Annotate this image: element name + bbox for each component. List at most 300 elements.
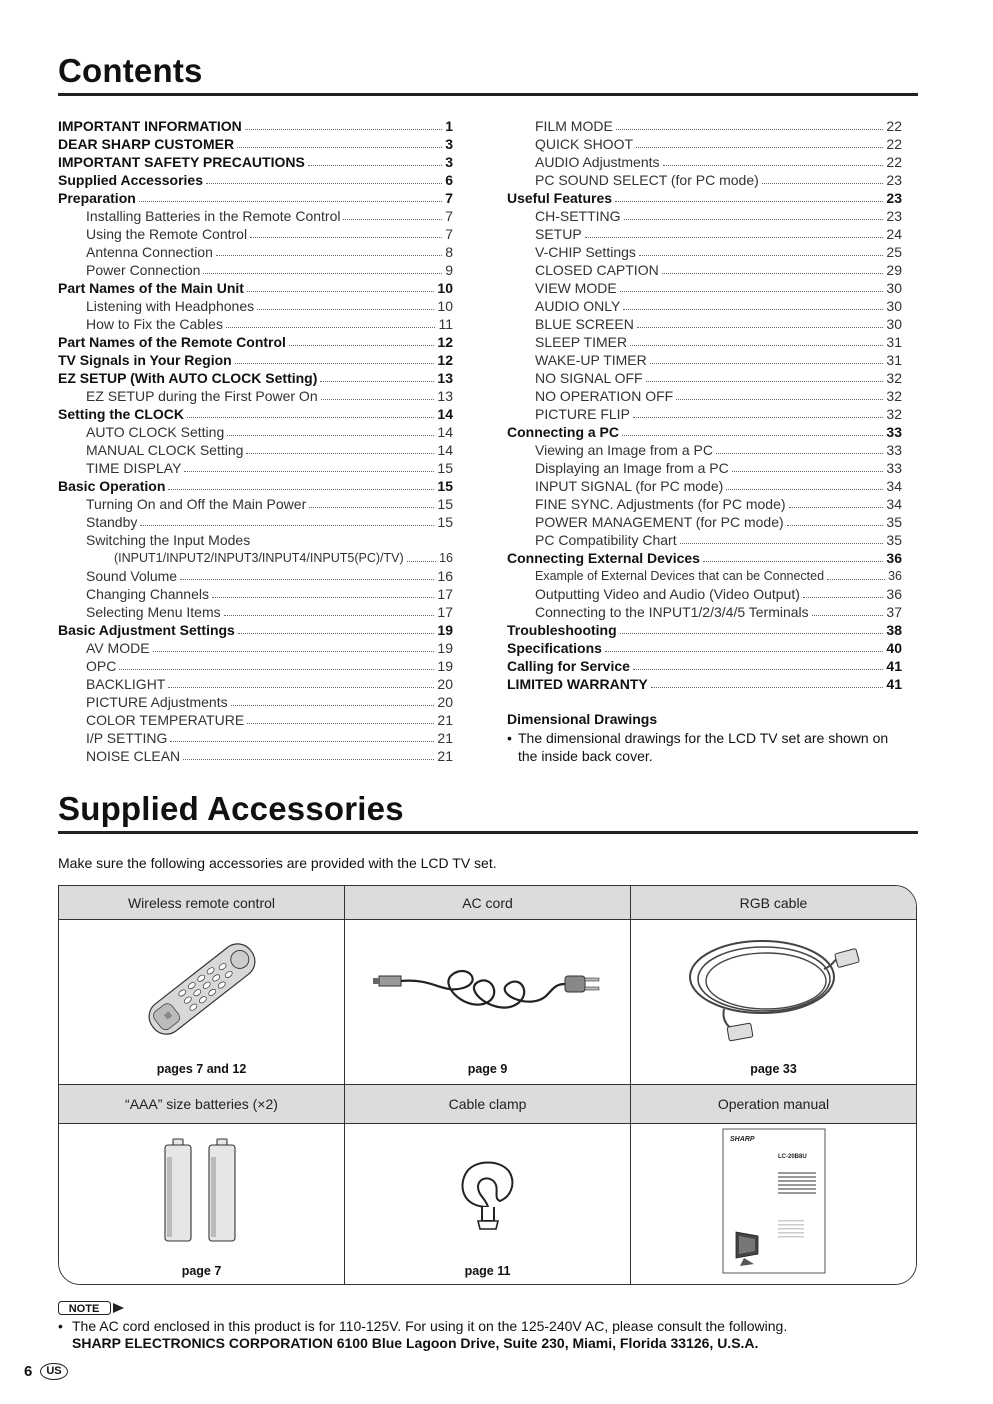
toc-entry [507, 495, 902, 513]
toc-entry-page: 7 [445, 226, 453, 242]
toc-entry-label: Using the Remote Control [86, 226, 248, 242]
toc-entry-label: SETUP [535, 226, 582, 242]
accessories-heading: Supplied Accessories [58, 790, 404, 827]
toc-entry-label: QUICK SHOOT [535, 136, 634, 152]
toc-leader-dots [827, 579, 885, 580]
toc-leader-dots [247, 723, 434, 724]
toc-leader-dots [184, 471, 434, 472]
contents-heading: Contents [58, 52, 203, 89]
toc-entry-label: Example of External Devices that can be Connected [535, 569, 825, 583]
toc-leader-dots [180, 579, 434, 580]
page-footer [24, 1363, 68, 1380]
toc-entry-page: 13 [437, 370, 453, 386]
toc-leader-dots [257, 309, 434, 310]
region-badge: US [40, 1363, 67, 1380]
toc-entry-page: 15 [437, 478, 453, 494]
toc-entry-label: Troubleshooting [507, 622, 617, 638]
toc-leader-dots [250, 237, 442, 238]
toc-entry [58, 711, 453, 729]
toc-leader-dots [245, 129, 442, 130]
toc-leader-dots [651, 687, 884, 688]
cell-operation-manual [631, 1124, 916, 1285]
toc-leader-dots [633, 417, 884, 418]
toc-entry-page: 30 [886, 316, 902, 332]
manual-brand: SHARP [729, 1136, 755, 1143]
table-row [59, 920, 916, 1084]
toc-entry [58, 189, 453, 207]
cell-batteries [59, 1124, 345, 1285]
toc-leader-dots [676, 399, 883, 400]
toc-entry [58, 693, 453, 711]
toc-entry-label: Basic Operation [58, 478, 166, 494]
toc-entry-label: SLEEP TIMER [535, 334, 628, 350]
toc-entry [507, 297, 902, 315]
toc-entry-page: 23 [886, 208, 902, 224]
toc-leader-dots [168, 489, 434, 490]
toc-entry [507, 243, 902, 261]
toc-entry-label: NO SIGNAL OFF [535, 370, 643, 386]
toc-leader-dots [646, 381, 884, 382]
toc-entry-page: 15 [437, 496, 453, 512]
dimensional-drawings-text [507, 729, 927, 765]
toc-leader-dots [153, 651, 435, 652]
toc-entry-label: IMPORTANT SAFETY PRECAUTIONS [58, 154, 305, 170]
toc-entry-page: 21 [437, 712, 453, 728]
toc-entry [507, 351, 902, 369]
toc-leader-dots [703, 561, 883, 562]
cell-rgb-cable [631, 920, 916, 1084]
toc-entry-label: Connecting a PC [507, 424, 620, 440]
toc-leader-dots [289, 345, 434, 346]
header-remote-control: Wireless remote control [59, 886, 345, 919]
toc-entry-page: 3 [445, 154, 453, 170]
toc-entry-page: 7 [445, 208, 453, 224]
toc-entry-label: V-CHIP Settings [535, 244, 636, 260]
toc-leader-dots [616, 129, 884, 130]
toc-entry-page: 17 [437, 586, 453, 602]
toc-entry-label: Supplied Accessories [58, 172, 203, 188]
toc-leader-dots [237, 147, 442, 148]
page-ref-batteries: page 7 [181, 1264, 222, 1278]
cell-ac-cord [345, 920, 631, 1084]
toc-entry [507, 117, 902, 135]
toc-entry-label: FILM MODE [535, 118, 613, 134]
toc-entry-label: Preparation [58, 190, 136, 206]
toc-leader-dots [183, 759, 434, 760]
toc-entry [507, 549, 902, 567]
toc-leader-dots [212, 597, 434, 598]
toc-entry [58, 729, 453, 747]
toc-entry-page: 40 [886, 640, 902, 656]
toc-entry [58, 387, 453, 405]
toc-entry-page: 20 [437, 694, 453, 710]
toc-entry-label: Calling for Service [507, 658, 630, 674]
toc-entry [507, 171, 902, 189]
toc-entry [58, 153, 453, 171]
toc-entry-page: 16 [439, 551, 453, 565]
toc-leader-dots [663, 165, 884, 166]
toc-entry-page: 15 [437, 460, 453, 476]
toc-entry-label: AUDIO Adjustments [535, 154, 660, 170]
toc-entry-page: 25 [886, 244, 902, 260]
toc-entry [507, 153, 902, 171]
accessories-table [58, 885, 917, 1285]
toc-entry [58, 117, 453, 135]
toc-entry-label: BLUE SCREEN [535, 316, 634, 332]
toc-entry [58, 585, 453, 603]
toc-entry-label: Changing Channels [86, 586, 209, 602]
toc-entry [507, 423, 902, 441]
toc-entry-page: 8 [445, 244, 453, 260]
toc-entry-page: 33 [886, 424, 902, 440]
toc-entry [507, 135, 902, 153]
toc-entry [58, 513, 453, 531]
toc-entry-label: IMPORTANT INFORMATION [58, 118, 242, 134]
table-header-row [59, 1085, 916, 1123]
toc-leader-dots [762, 183, 884, 184]
dimensional-line-2: the inside back cover. [518, 748, 653, 764]
toc-entry [58, 369, 453, 387]
toc-entry-label: EZ SETUP during the First Power On [86, 388, 318, 404]
toc-entry-label: EZ SETUP (With AUTO CLOCK Setting) [58, 370, 318, 386]
toc-entry-label: DEAR SHARP CUSTOMER [58, 136, 235, 152]
toc-entry-label: PICTURE FLIP [535, 406, 630, 422]
toc-entry-label: AV MODE [86, 640, 150, 656]
toc-leader-dots [203, 273, 442, 274]
toc-entry-page: 32 [886, 388, 902, 404]
toc-entry-page: 21 [437, 730, 453, 746]
toc-entry [507, 261, 902, 279]
toc-leader-dots [246, 453, 434, 454]
toc-leader-dots [789, 507, 884, 508]
toc-entry [58, 657, 453, 675]
toc-entry-page: 19 [437, 658, 453, 674]
toc-entry-page: 41 [886, 676, 902, 692]
cell-remote-control [59, 920, 345, 1084]
toc-entry-page: 24 [886, 226, 902, 242]
toc-leader-dots [170, 741, 434, 742]
toc-entry [507, 585, 902, 603]
toc-entry-label: TV Signals in Your Region [58, 352, 232, 368]
toc-entry [507, 477, 902, 495]
toc-entry-label: PC Compatibility Chart [535, 532, 677, 548]
toc-entry [507, 513, 902, 531]
toc-entry-page: 20 [437, 676, 453, 692]
toc-leader-dots [624, 219, 884, 220]
toc-entry-page: 36 [886, 586, 902, 602]
toc-entry [507, 333, 902, 351]
toc-entry-page: 33 [886, 460, 902, 476]
toc-leader-dots [140, 525, 434, 526]
toc-entry-label: CH-SETTING [535, 208, 621, 224]
toc-entry-label: INPUT SIGNAL (for PC mode) [535, 478, 724, 494]
toc-entry-label: Part Names of the Remote Control [58, 334, 286, 350]
toc-entry [58, 747, 453, 765]
contents-rule [58, 93, 918, 96]
toc-leader-dots [623, 309, 883, 310]
toc-entry-label: (INPUT1/INPUT2/INPUT3/INPUT4/INPUT5(PC)/TV) [114, 551, 404, 565]
page-ref-ac-cord: page 9 [467, 1062, 508, 1076]
toc-leader-dots [636, 147, 883, 148]
toc-entry [58, 531, 453, 549]
table-row [59, 1124, 916, 1285]
toc-leader-dots [187, 417, 434, 418]
toc-leader-dots [224, 615, 435, 616]
toc-entry-page: 3 [445, 136, 453, 152]
toc-entry-label: Viewing an Image from a PC [535, 442, 713, 458]
toc-entry [507, 189, 902, 207]
toc-entry [58, 441, 453, 459]
toc-entry [58, 423, 453, 441]
toc-entry-page: 30 [886, 280, 902, 296]
toc-entry-page: 15 [437, 514, 453, 530]
page-ref-rgb-cable: page 33 [750, 1062, 797, 1076]
toc-leader-dots [321, 399, 435, 400]
page-ref-remote: pages 7 and 12 [156, 1062, 247, 1076]
toc-entry-page: 34 [886, 478, 902, 494]
toc-entry [58, 333, 453, 351]
toc-entry-page: 10 [437, 280, 453, 296]
toc-leader-dots [732, 471, 884, 472]
toc-entry-label: AUDIO ONLY [535, 298, 621, 314]
toc-entry [58, 297, 453, 315]
note-line-1: The AC cord enclosed in this product is for 110-125V. For using it on the 125-240V AC, please consult the following. [72, 1318, 788, 1334]
toc-entry [507, 603, 902, 621]
toc-entry [58, 495, 453, 513]
toc-leader-dots [168, 687, 434, 688]
toc-entry [58, 621, 453, 639]
toc-entry-page: 35 [886, 532, 902, 548]
toc-leader-dots [309, 507, 434, 508]
toc-entry-label: Standby [86, 514, 138, 530]
toc-entry-page: 7 [445, 190, 453, 206]
toc-entry [58, 675, 453, 693]
toc-leader-dots [622, 435, 883, 436]
toc-entry [507, 531, 902, 549]
toc-leader-dots [620, 633, 884, 634]
toc-entry-label: LIMITED WARRANTY [507, 676, 648, 692]
toc-entry-page: 32 [886, 370, 902, 386]
toc-entry [507, 639, 902, 657]
dimensional-line-1: The dimensional drawings for the LCD TV set are shown on [518, 730, 889, 746]
header-rgb-cable: RGB cable [739, 894, 808, 911]
toc-entry-label: COLOR TEMPERATURE [86, 712, 245, 728]
toc-leader-dots [343, 219, 442, 220]
page-number: 6 [24, 1363, 33, 1380]
toc-leader-dots [320, 381, 434, 382]
toc-entry-page: 9 [445, 262, 453, 278]
toc-entry-label: VIEW MODE [535, 280, 617, 296]
toc-leader-dots [787, 525, 884, 526]
toc-entry-label: How to Fix the Cables [86, 316, 223, 332]
toc-entry [507, 369, 902, 387]
note-arrow-icon [113, 1303, 124, 1313]
toc-entry [58, 261, 453, 279]
cell-cable-clamp [345, 1124, 631, 1285]
toc-entry-page: 16 [437, 568, 453, 584]
toc-entry-label: Part Names of the Main Unit [58, 280, 244, 296]
toc-entry-page: 19 [437, 622, 453, 638]
toc-leader-dots [216, 255, 442, 256]
toc-entry-label: Power Connection [86, 262, 201, 278]
toc-entry-label: WAKE-UP TIMER [535, 352, 647, 368]
toc-leader-dots [227, 435, 434, 436]
toc-leader-dots [615, 201, 883, 202]
toc-entry-page: 22 [886, 118, 902, 134]
toc-entry [507, 621, 902, 639]
toc-leader-dots [206, 183, 442, 184]
toc-entry [58, 207, 453, 225]
batteries-icon [157, 1137, 247, 1247]
toc-entry-label: Specifications [507, 640, 602, 656]
toc-entry [58, 243, 453, 261]
toc-entry [507, 459, 902, 477]
toc-entry-page: 31 [886, 352, 902, 368]
toc-leader-dots [308, 165, 442, 166]
toc-entry [507, 225, 902, 243]
rgb-cable-icon [684, 929, 864, 1049]
toc-leader-dots [630, 345, 883, 346]
toc-entry-page: 35 [886, 514, 902, 530]
toc-entry [58, 567, 453, 585]
toc-entry-page: 37 [886, 604, 902, 620]
toc-entry [507, 675, 902, 693]
toc-leader-dots [226, 327, 436, 328]
toc-entry-label: FINE SYNC. Adjustments (for PC mode) [535, 496, 786, 512]
accessories-intro: Make sure the following accessories are provided with the LCD TV set. [58, 855, 497, 871]
toc-entry-page: 14 [437, 406, 453, 422]
toc-entry-page: 23 [886, 172, 902, 188]
toc-entry-page: 31 [886, 334, 902, 350]
toc-entry-page: 14 [437, 424, 453, 440]
toc-entry-label: Displaying an Image from a PC [535, 460, 729, 476]
toc-entry-label: Connecting to the INPUT1/2/3/4/5 Terminals [535, 604, 809, 620]
toc-entry-label: Basic Adjustment Settings [58, 622, 235, 638]
toc-entry [58, 639, 453, 657]
toc-entry [58, 549, 453, 567]
toc-leader-dots [238, 633, 435, 634]
toc-entry-page: 32 [886, 406, 902, 422]
toc-entry-label: OPC [86, 658, 117, 674]
toc-entry-page: 22 [886, 136, 902, 152]
toc-entry-page: 19 [437, 640, 453, 656]
toc-entry [507, 315, 902, 333]
toc-entry-label: PC SOUND SELECT (for PC mode) [535, 172, 759, 188]
toc-entry-page: 34 [886, 496, 902, 512]
toc-leader-dots [680, 543, 884, 544]
toc-entry-label: Connecting External Devices [507, 550, 700, 566]
toc-leader-dots [605, 651, 884, 652]
toc-entry [507, 207, 902, 225]
toc-entry-page: 12 [437, 334, 453, 350]
toc-entry [507, 405, 902, 423]
toc-entry [507, 657, 902, 675]
toc-entry [507, 441, 902, 459]
toc-entry [507, 387, 902, 405]
note-text [58, 1318, 938, 1352]
toc-entry [58, 225, 453, 243]
toc-entry-label: Turning On and Off the Main Power [86, 496, 307, 512]
toc-entry-label: TIME DISPLAY [86, 460, 182, 476]
toc-entry-page: 33 [886, 442, 902, 458]
accessories-rule [58, 831, 918, 834]
toc-entry-page: 17 [437, 604, 453, 620]
toc-entry [58, 315, 453, 333]
toc-entry-label: POWER MANAGEMENT (for PC mode) [535, 514, 784, 530]
toc-leader-dots [407, 561, 436, 562]
cable-clamp-icon [448, 1147, 528, 1237]
toc-entry-page: 38 [886, 622, 902, 638]
operation-manual-icon [722, 1128, 826, 1274]
toc-entry [58, 171, 453, 189]
toc-entry [58, 405, 453, 423]
toc-leader-dots [716, 453, 883, 454]
toc-entry [58, 603, 453, 621]
toc-leader-dots [662, 273, 884, 274]
header-batteries: “AAA” size batteries (×2) [59, 1085, 345, 1123]
toc-entry-page: 10 [437, 298, 453, 314]
toc-entry [58, 459, 453, 477]
toc-entry [58, 135, 453, 153]
toc-entry-page: 21 [437, 748, 453, 764]
toc-entry-label: I/P SETTING [86, 730, 168, 746]
toc-leader-dots [803, 597, 884, 598]
toc-entry-page: 11 [438, 316, 453, 332]
header-operation-manual: Operation manual [717, 1096, 830, 1112]
toc-leader-dots [639, 255, 884, 256]
toc-entry-page: 30 [886, 298, 902, 314]
toc-entry-page: 22 [886, 154, 902, 170]
toc-entry [507, 279, 902, 297]
dimensional-drawings-title: Dimensional Drawings [507, 711, 658, 727]
toc-entry-page: 13 [437, 388, 453, 404]
toc-entry-label: Sound Volume [86, 568, 178, 584]
toc-entry-page: 1 [445, 118, 453, 134]
toc-leader-dots [637, 327, 884, 328]
remote-control-icon [132, 934, 272, 1044]
toc-leader-dots [247, 291, 435, 292]
toc-entry-label: NOISE CLEAN [86, 748, 181, 764]
note-label: NOTE [68, 1303, 100, 1315]
toc-entry-page: 23 [886, 190, 902, 206]
toc-leader-dots [235, 363, 435, 364]
bullet: • [58, 1318, 63, 1334]
toc-leader-dots [139, 201, 442, 202]
toc-entry-label: PICTURE Adjustments [86, 694, 228, 710]
toc-entry-label: MANUAL CLOCK Setting [86, 442, 244, 458]
toc-entry-label: BACKLIGHT [86, 676, 166, 692]
toc-entry-label: NO OPERATION OFF [535, 388, 674, 404]
note-line-2: SHARP ELECTRONICS CORPORATION 6100 Blue Lagoon Drive, Suite 230, Miami, Florida 33126, U.S.A. [72, 1335, 759, 1351]
toc-entry [58, 351, 453, 369]
toc-leader-dots [633, 669, 883, 670]
toc-entry-label: Useful Features [507, 190, 613, 206]
toc-entry-label: Switching the Input Modes [86, 532, 251, 548]
table-header-row [59, 886, 916, 919]
toc-entry-page: 41 [886, 658, 902, 674]
toc-entry-page: 36 [888, 569, 902, 583]
page-ref-cable-clamp: page 11 [464, 1264, 511, 1278]
toc-right-column [507, 117, 902, 693]
ac-cord-icon [373, 954, 603, 1024]
toc-leader-dots [650, 363, 884, 364]
header-cable-clamp: Cable clamp [345, 1085, 631, 1123]
toc-entry [58, 279, 453, 297]
toc-leader-dots [585, 237, 884, 238]
toc-entry-label: AUTO CLOCK Setting [86, 424, 225, 440]
toc-entry-label: Selecting Menu Items [86, 604, 221, 620]
toc-leader-dots [231, 705, 435, 706]
